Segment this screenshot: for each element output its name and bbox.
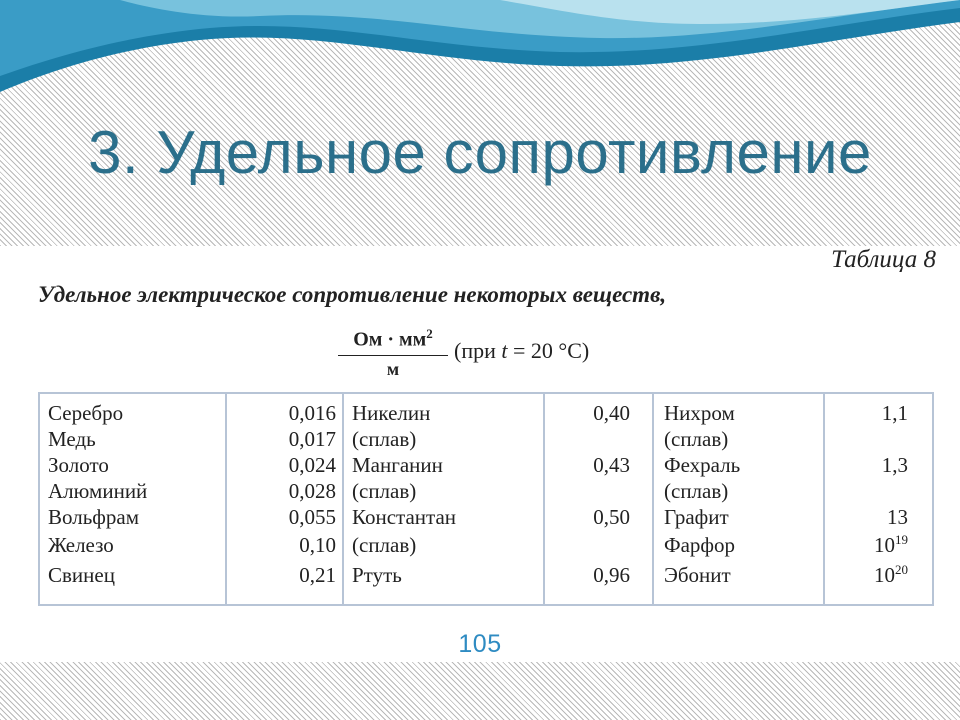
substance-name: Свинец [48,563,115,587]
resistivity-value: 1,3 [881,453,908,477]
substance-name: (сплав) [664,427,729,451]
table-divider [652,394,654,604]
resistivity-value: $10^{20}$ [874,562,908,587]
substance-name: Манганин [352,453,443,477]
hatched-background-bottom [0,662,960,720]
table-caption: Удельное электрическое сопротивление некоторых веществ, [38,282,667,307]
unit-numerator: Ом · $мм^2$ [338,326,448,356]
substance-name: Железо [48,533,114,557]
substance-name: (сплав) [352,533,417,557]
substance-name: Нихром [664,401,735,425]
resistivity-value: 0,50 [593,505,630,529]
table-divider [342,394,344,604]
substance-name: Графит [664,505,729,529]
table-divider [225,394,227,604]
page-number: 105 [458,630,502,658]
scanned-textbook-page [0,246,960,662]
resistivity-value: 0,43 [593,453,630,477]
table-number: Таблица 8 [831,246,936,273]
value-exponent: 20 [895,562,908,577]
unit-fraction [338,326,448,380]
resistivity-value: 0,40 [593,401,630,425]
resistivity-table [38,392,934,606]
resistivity-value: 0,21 [299,563,336,587]
table-divider [543,394,545,604]
resistivity-value: 0,055 [288,505,336,529]
unit-denominator: м [386,358,400,379]
decorative-wave-banner [0,0,960,120]
substance-name: Фехраль [664,453,741,477]
substance-name: Ртуть [352,563,402,587]
resistivity-value: 0,96 [593,563,630,587]
substance-name: Эбонит [664,563,731,587]
substance-name: Никелин [352,401,431,425]
resistivity-value: $10^{19}$ [874,532,908,557]
substance-name: Фарфор [664,533,736,557]
substance-name: Золото [48,453,109,477]
resistivity-value: 1,1 [881,401,908,425]
substance-name: Вольфрам [48,505,140,529]
resistivity-value: 0,028 [288,479,336,503]
resistivity-value: 0,016 [288,401,336,425]
substance-name: Серебро [48,401,124,425]
table-divider [823,394,825,604]
substance-name: Алюминий [48,479,148,503]
substance-name: (сплав) [664,479,729,503]
temperature-condition: (при t = 20 °С) [454,338,590,363]
resistivity-value: 0,017 [288,427,336,451]
slide-title: 3. Удельное сопротивление [88,119,872,186]
resistivity-value: 0,024 [288,453,336,477]
substance-name: Медь [48,427,96,451]
substance-name: Константан [352,505,457,529]
resistivity-value: 0,10 [299,533,336,557]
substance-name: (сплав) [352,427,417,451]
value-exponent: 19 [895,532,908,547]
resistivity-value: 13 [887,505,908,529]
substance-name: (сплав) [352,479,417,503]
